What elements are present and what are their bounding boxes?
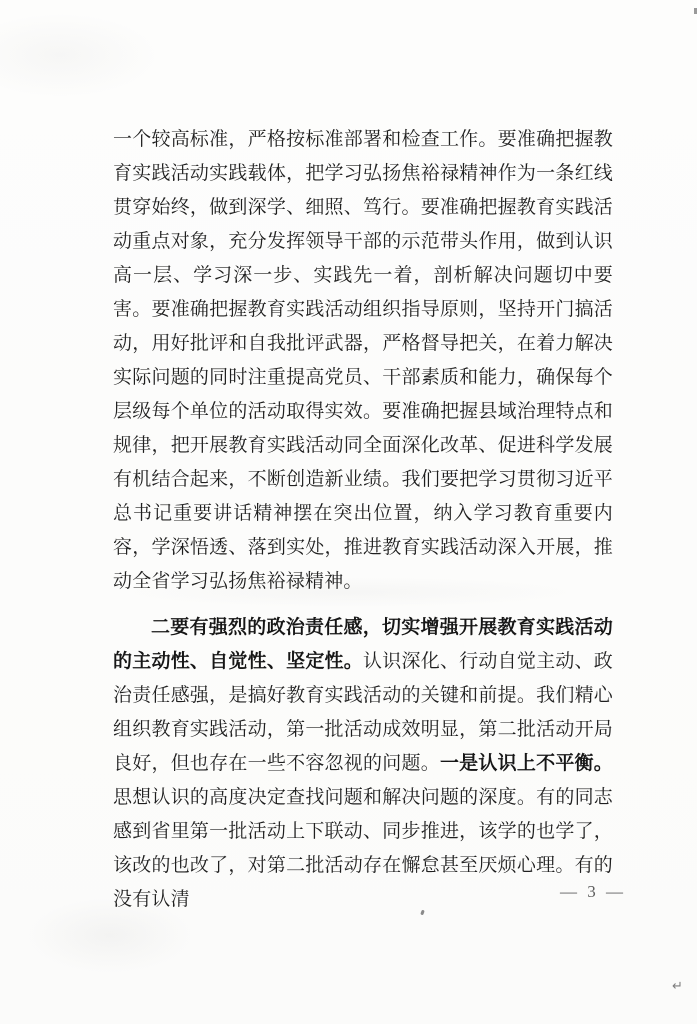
text-run: 一个较高标准，严格按标准部署和检查工作。要准确把握教育实践活动实践载体，把学习弘扬焦裕禄精神作为一条红线贯穿始终，做到深学、细照、笃行。要准确把握教育实践活动重点对象，充分发挥领导干部的示范带头作用，做到认识高一层、学习深一步、实践先一着，剖析解决问题切中要害。要准确把握教育实践活动组织指导原则，坚持开门搞活动，用好批评和自我批评武器，严格督导把关，在着力解决实际问题的同时注重提高党员、干部素质和能力，确保每个层级每个单位的活动取得实效。要准确把握县域治理特点和规律，把开展教育实践活动同全面深化改革、促进科学发展有机结合起来，不断创造新业绩。我们要把学习贯彻习近平总书记重要讲话精神摆在突出位置，纳入学习教育重要内容，学深悟透、落到实处，推进教育实践活动深入开展，推动全省学习弘扬焦裕禄精神。 bbox=[113, 129, 613, 592]
paragraph-second-point bbox=[113, 611, 613, 917]
document-body bbox=[113, 123, 613, 917]
text-run: 思想认识的高度决定查找问题和解决问题的深度。有的同志感到省里第一批活动上下联动、同步推进，该学的也学了，该改的也改了，对第二批活动存在懈怠甚至厌烦心理。有的没有认清 bbox=[113, 787, 613, 910]
bold-text-run: 二要有强烈的政治责任感，切实增强开展教育实践活动的主动性、自觉性、坚定性。 bbox=[113, 617, 613, 672]
text-run: 认识深化、行动自觉主动、政治责任感强，是搞好教育实践活动的关键和前提。我们精心组织教育实践活动，第一批活动成效明显，第二批活动开局良好，但也存在一些不容忽视的问题。 bbox=[113, 651, 613, 774]
bold-text-run: 一是认识上不平衡。 bbox=[439, 753, 613, 774]
paragraph-continuation bbox=[113, 123, 613, 599]
scan-return-mark-artifact: ↵ bbox=[672, 979, 683, 994]
page-number: — 3 — bbox=[560, 882, 626, 901]
